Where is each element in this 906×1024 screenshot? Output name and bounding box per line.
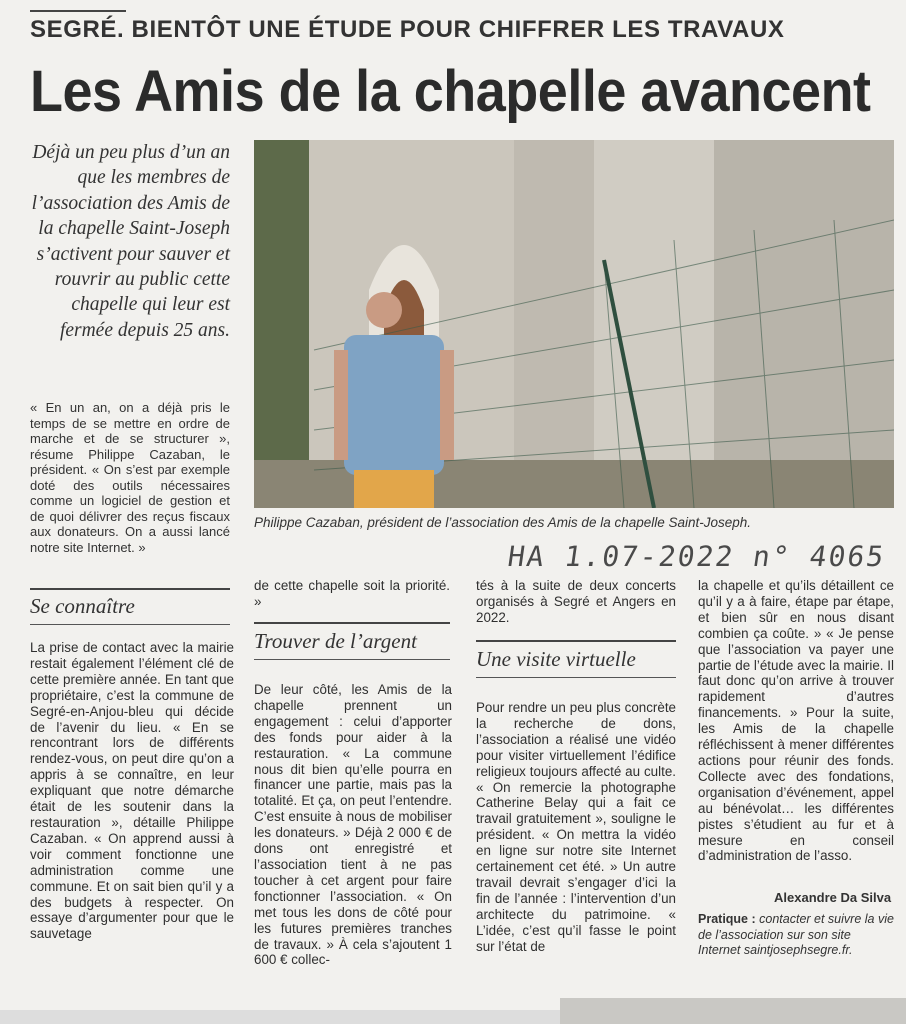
column-3-text: Pour rendre un peu plus concrète la recherche de dons, l’association a réalisé une vidéo pour visiter virtuellement l’édifice religieux toujours affecté au culte. « On remercie la photographe Catherine Belay qui a fait ce travail gratuitement », souligne le président. « On mettra la vidéo en ligne sur notre site Internet certainement cet été. » Un autre travail devrait s’engager d’ici la fin de l’année : l’intervention d’un architecte du patrimoine. « L’idée, c’est qu’il fasse le point sur l’état de <box>476 700 676 954</box>
section-title-se-connaitre: Se connaître <box>30 594 135 618</box>
article-photo <box>254 140 894 508</box>
column-2-top-text: de cette chapelle soit la priorité. » <box>254 578 450 609</box>
section-rule <box>476 677 676 678</box>
adjacent-article-strip <box>560 998 906 1024</box>
section-title-trouver-argent: Trouver de l’argent <box>254 629 417 653</box>
practical-label: Pratique : <box>698 912 756 926</box>
handwritten-note: HA 1.07-2022 n° 4065 <box>505 540 888 573</box>
photo-caption: Philippe Cazaban, président de l’association des Amis de la chapelle Saint-Joseph. <box>254 515 752 530</box>
section-title-visite-virtuelle: Une visite virtuelle <box>476 647 636 671</box>
column-3-top-text: tés à la suite de deux concerts organisés à Segré et Angers en 2022. <box>476 578 676 625</box>
kicker: SEGRÉ. BIENTÔT UNE ÉTUDE POUR CHIFFRER LES TRAVAUX <box>30 16 785 43</box>
section-rule <box>254 659 450 660</box>
column-4-text: la chapelle et qu’ils détaillent ce qu’il y a à faire, étape par étape, et bien sûr en nous disant combien ça coûte. » « Je pense que l’association va payer une partie de l’étude avec la mairie. Il faut donc qu’on arrive à trouver rapidement d’autres financements. » Pour la suite, les Amis de la chapelle réfléchissent à mener différentes actions pour réunir des fonds. Collecte avec des fondations, organisation d’événement, appel au bénévolat… les différentes pistes s’étudient au fur et à mesure en conseil d’administration de l’asso. <box>698 578 894 864</box>
lead-paragraph: Déjà un peu plus d’un an que les membres de l’association des Amis de la chapelle Saint-Joseph s’activent pour sauver et rouvrir au public cette chapelle qui leur est fermée depuis 25 ans. <box>31 142 230 341</box>
top-rule <box>30 10 126 12</box>
practical-info <box>698 912 894 959</box>
section-rule <box>30 624 230 625</box>
column-2-text: De leur côté, les Amis de la chapelle prennent un engagement : celui d’apporter des fonds pour aider à la restauration. « La commune nous dit bien qu’elle pourra en financer une partie, mais pas la totalité. Et ça, on peut l’entendre. C’est ensuite à nous de mobiliser les donateurs. » Déjà 2 000 € de dons ont enregistré et l’association tient à ne pas toucher à cet argent pour faire fonctionner l’association. « On met tous les dons de côté pour les futures premières tranches de travaux. » À cela s’ajoutent 1 600 € collec- <box>254 682 452 968</box>
practical-text: contacter et suivre la vie de l’association sur son site Internet saintjosephsegre.fr. <box>698 912 894 957</box>
column-1-text: La prise de contact avec la mairie restait également l’élément clé de cette première année. En tant que propriétaire, c’est la commune de Segré-en-Anjou-bleu qui décide de l’avenir du lieu. « En se rencontrant lors de différents rendez-vous, on peut dire qu’on a appris à se connaître, en leur expliquant que notre démarche était de les soutenir dans la restauration », détaille Philippe Cazaban. « On apprend aussi à voir comment fonctionne une administration comme une commune. Et on sait bien qu’il y a des budgets à respecter. On essaye d’argumenter pour que le sauvetage <box>30 640 234 942</box>
section-rule <box>254 622 450 624</box>
section-rule <box>30 588 230 590</box>
headline: Les Amis de la chapelle avancent <box>30 59 871 124</box>
section-rule <box>476 640 676 642</box>
author-signature: Alexandre Da Silva <box>774 890 892 905</box>
intro-quote: « En un an, on a déjà pris le temps de se mettre en ordre de marche et de se structurer », résume Philippe Cazaban, le président. « On s’est par exemple doté des outils nécessaires comme un logiciel de gestion et de quoi délivrer des reçus fiscaux aux donateurs. On a aussi lancé notre site Internet. » <box>30 400 230 555</box>
